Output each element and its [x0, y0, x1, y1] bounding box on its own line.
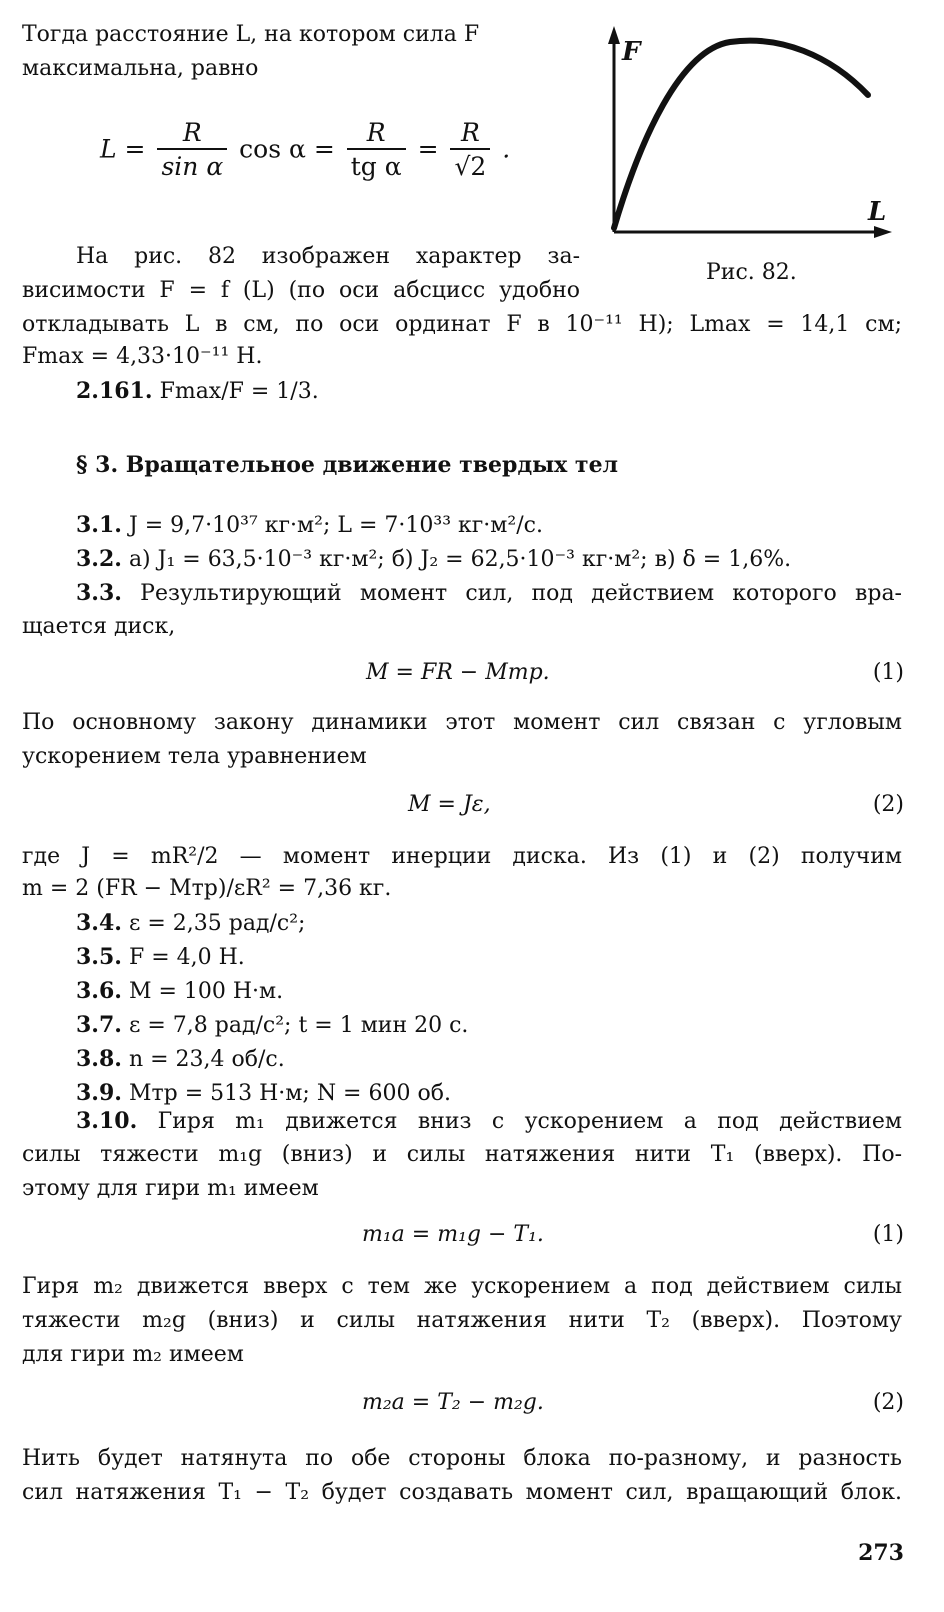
answer-3-10-line-6: для гири m₂ имеем	[22, 1342, 244, 1367]
answer-3-10-line-2: силы тяжести m₁g (вниз) и силы натяжения нити T₁ (вверх). По-	[22, 1142, 902, 1167]
equation-3-3-2: M = Jε,	[408, 792, 491, 817]
answer-3-4-text: ε = 2,35 рад/с²;	[128, 911, 306, 936]
curve-F-of-L	[614, 41, 868, 228]
para-fig-line-4: Fmax = 4,33·10⁻¹¹ Н.	[22, 344, 263, 369]
answer-3-10-line-3: этому для гири m₁ имеем	[22, 1176, 319, 1201]
fraction-3-den: √2	[454, 152, 487, 181]
intro-line-1: Тогда расстояние L, на котором сила F	[22, 22, 480, 47]
fraction-2-num: R	[347, 118, 406, 150]
equation-3-3-1-number: (1)	[872, 660, 904, 685]
answer-3-10-num: 3.10.	[76, 1108, 138, 1134]
answer-3-3-num: 3.3.	[76, 580, 122, 606]
fraction-1	[157, 118, 227, 184]
equation-3-10-1-number: (1)	[872, 1222, 904, 1247]
answer-3-3-line-3: По основному закону динамики этот момент сил связан с угловым	[22, 710, 902, 735]
para-fig-line-3: откладывать L в см, по оси ординат F в 10⁻¹¹ Н); Lmax = 14,1 см;	[22, 312, 902, 337]
para-fig-line-2: висимости F = f (L) (по оси абсцисс удобно	[22, 278, 580, 303]
fraction-2	[347, 118, 406, 184]
answer-3-6-num: 3.6.	[76, 978, 122, 1004]
answer-3-10-line-8: сил натяжения T₁ − T₂ будет создавать момент сил, вращающий блок.	[22, 1480, 902, 1505]
answer-3-10-line-4: Гиря m₂ движется вверх с тем же ускорением a под действием силы	[22, 1274, 902, 1299]
answer-3-5	[76, 944, 468, 978]
answer-3-7-text: ε = 7,8 рад/с²; t = 1 мин 20 с.	[128, 1013, 469, 1038]
answer-3-10-line-5: тяжести m₂g (вниз) и силы натяжения нити T₂ (вверх). Поэтому	[22, 1308, 902, 1333]
answer-3-1-num: 3.1.	[76, 512, 122, 538]
page-number: 273	[858, 1540, 904, 1566]
answer-2-161-num: 2.161.	[76, 378, 153, 404]
answer-3-7	[76, 1012, 468, 1046]
figure-82	[600, 20, 900, 250]
answer-3-9-text: Mтр = 513 Н·м; N = 600 об.	[128, 1081, 451, 1106]
answer-3-10-text-1: Гиря m₁ движется вниз с ускорением a под действием	[157, 1109, 902, 1134]
answer-3-3-line-6: m = 2 (FR − Mтр)/εR² = 7,36 кг.	[22, 876, 392, 901]
fraction-2-den: tg α	[350, 152, 402, 181]
answer-3-1	[76, 512, 543, 538]
formula-lhs: L =	[100, 134, 146, 164]
formula-L	[100, 118, 510, 184]
answer-3-8-num: 3.8.	[76, 1046, 122, 1072]
answer-3-3-line-4: ускорением тела уравнением	[22, 744, 367, 769]
equation-3-10-2: m₂a = T₂ − m₂g.	[362, 1390, 544, 1415]
fraction-3-num: R	[450, 118, 490, 150]
answer-3-1-text: J = 9,7·10³⁷ кг·м²; L = 7·10³³ кг·м²/с.	[128, 513, 543, 538]
formula-mid-1: cos α =	[239, 134, 335, 164]
answer-3-6	[76, 978, 468, 1012]
answer-3-3-line-5: где J = mR²/2 — момент инерции диска. Из (1) и (2) получим	[22, 844, 902, 869]
answer-3-2-text: а) J₁ = 63,5·10⁻³ кг·м²; б) J₂ = 62,5·10⁻³ кг·м²; в) δ = 1,6%.	[128, 547, 792, 572]
answer-3-3-line-1	[76, 580, 902, 606]
answer-3-10-line-7: Нить будет натянута по обе стороны блока по-разному, и разность	[22, 1446, 902, 1471]
answer-2-161-text: Fmax/F = 1/3.	[159, 379, 319, 404]
formula-mid-2: =	[417, 134, 439, 164]
answer-3-4	[76, 910, 468, 944]
fraction-1-den: sin α	[161, 152, 224, 181]
answer-3-5-num: 3.5.	[76, 944, 122, 970]
para-fig-line-1: На рис. 82 изображен характер за-	[76, 244, 580, 269]
equation-3-3-2-number: (2)	[872, 792, 904, 817]
answer-3-10-line-1	[76, 1108, 902, 1134]
answer-3-8	[76, 1046, 468, 1080]
answer-2-161	[76, 378, 319, 404]
equation-3-10-2-number: (2)	[872, 1390, 904, 1415]
answer-3-8-text: n = 23,4 об/с.	[128, 1047, 285, 1072]
x-axis-arrow	[874, 226, 892, 238]
fraction-1-num: R	[157, 118, 227, 150]
answer-3-4-num: 3.4.	[76, 910, 122, 936]
answer-3-9-num: 3.9.	[76, 1080, 122, 1106]
answer-3-2-num: 3.2.	[76, 546, 122, 572]
answer-3-3-text-1: Результирующий момент сил, под действием которого вра-	[140, 581, 902, 606]
short-answers-list	[76, 910, 468, 1114]
answer-3-6-text: M = 100 Н·м.	[128, 979, 284, 1004]
fraction-3	[450, 118, 490, 184]
section-heading: § 3. Вращательное движение твердых тел	[76, 452, 619, 478]
equation-3-10-1: m₁a = m₁g − T₁.	[362, 1222, 544, 1247]
formula-end: .	[502, 134, 511, 164]
intro-line-2: максимальна, равно	[22, 56, 259, 81]
x-axis-label: L	[868, 197, 887, 227]
y-axis-arrow	[608, 26, 620, 44]
answer-3-7-num: 3.7.	[76, 1012, 122, 1038]
figure-caption: Рис. 82.	[706, 260, 797, 285]
equation-3-3-1: M = FR − Mтр.	[366, 660, 550, 685]
y-axis-label: F	[622, 37, 641, 67]
answer-3-3-line-2: щается диск,	[22, 614, 176, 639]
answer-3-2	[76, 546, 791, 572]
answer-3-5-text: F = 4,0 Н.	[128, 945, 245, 970]
